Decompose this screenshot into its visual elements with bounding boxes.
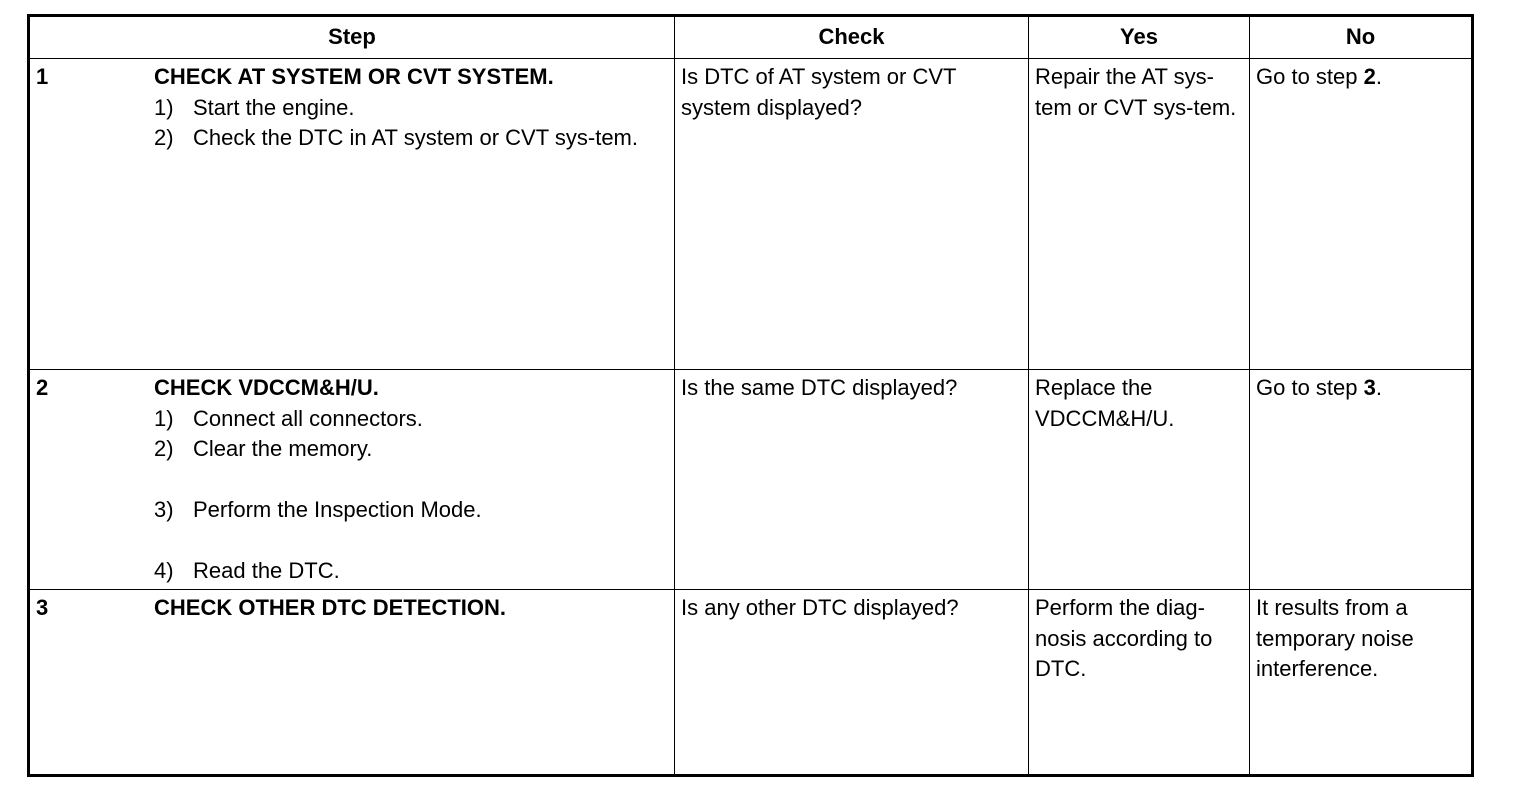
substep: 4) Read the DTC. xyxy=(154,558,340,583)
no-cell: Go to step 3. xyxy=(1250,370,1473,590)
step-cell xyxy=(29,590,675,776)
substep: 3) Perform the Inspection Mode. xyxy=(154,497,482,522)
step-title: CHECK VDCCM&H/U. xyxy=(154,375,379,400)
step-cell xyxy=(29,59,675,370)
step-number: 2 xyxy=(36,375,49,400)
table-row xyxy=(29,370,1473,590)
step-cell xyxy=(29,370,675,590)
no-cell: Go to step 2. xyxy=(1250,59,1473,370)
header-yes: Yes xyxy=(1029,16,1250,59)
substep: 2) Check the DTC in AT system or CVT sys-tem. xyxy=(154,125,638,150)
step-number: 1 xyxy=(36,64,49,89)
diagnosis-table xyxy=(27,14,1474,777)
header-step: Step xyxy=(29,16,675,59)
yes-cell: Perform the diag-nosis according to DTC. xyxy=(1029,590,1250,776)
no-cell: It results from a temporary noise interference. xyxy=(1250,590,1473,776)
yes-cell: Repair the AT sys-tem or CVT sys-tem. xyxy=(1029,59,1250,370)
step-title: CHECK AT SYSTEM OR CVT SYSTEM. xyxy=(154,64,554,89)
header-check: Check xyxy=(675,16,1029,59)
substep: 1) Connect all connectors. xyxy=(154,405,423,431)
header-no: No xyxy=(1250,16,1473,59)
yes-cell: Replace the VDCCM&H/U. xyxy=(1029,370,1250,590)
substep: 1) Start the engine. xyxy=(154,94,355,120)
check-cell: Is any other DTC displayed? xyxy=(675,590,1029,776)
table-row xyxy=(29,59,1473,370)
header-row xyxy=(29,16,1473,59)
substep: 2) Clear the memory. xyxy=(154,436,373,461)
step-number: 3 xyxy=(36,595,49,620)
check-cell: Is the same DTC displayed? xyxy=(675,370,1029,590)
check-cell: Is DTC of AT system or CVT system displayed? xyxy=(675,59,1029,370)
table-row xyxy=(29,590,1473,776)
step-title: CHECK OTHER DTC DETECTION. xyxy=(154,595,506,620)
